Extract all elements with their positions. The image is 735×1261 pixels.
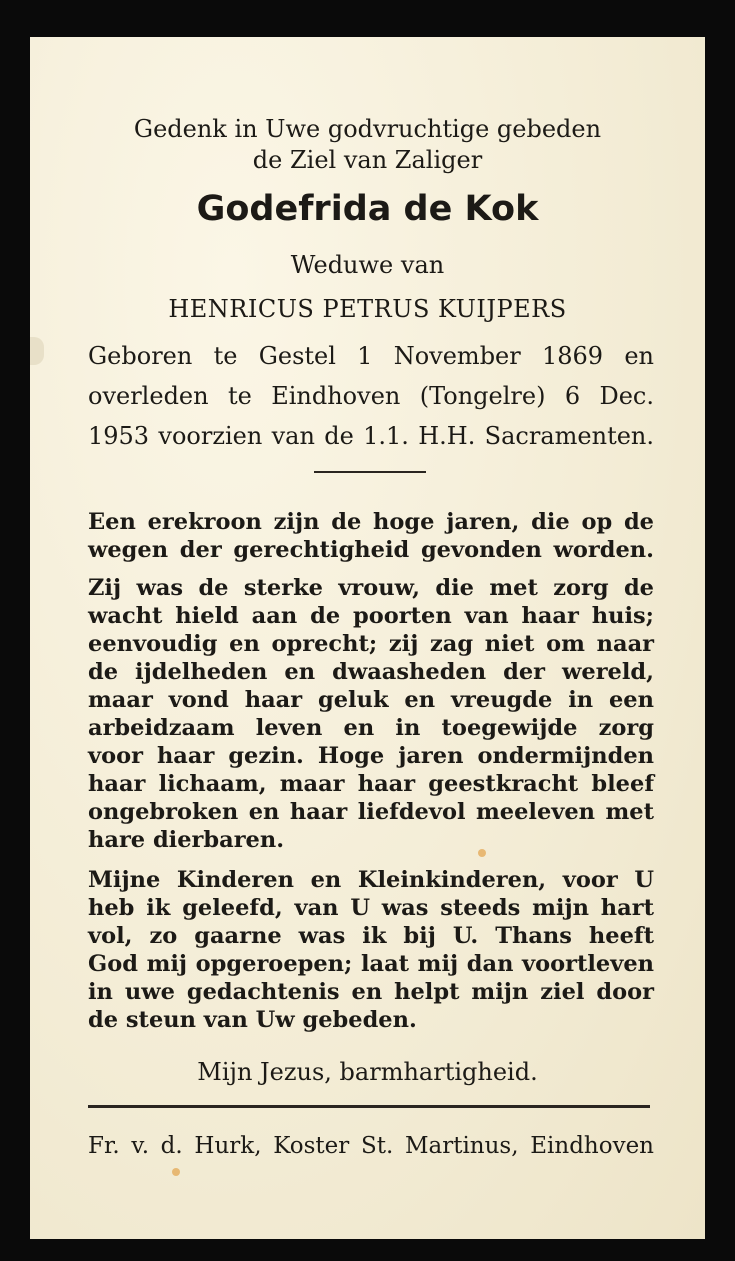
paper-stain xyxy=(478,849,486,857)
tribute-line: Zij was de sterke vrouw, die met zorg de xyxy=(88,575,654,601)
verse-line: Een erekroon zijn de hoge jaren, die op de xyxy=(88,509,654,535)
header-line-1: Gedenk in Uwe godvruchtige gebeden xyxy=(133,115,602,143)
prayer-line: Mijn Jezus, barmhartigheid. xyxy=(197,1058,538,1086)
memorial-card xyxy=(30,37,705,1239)
husband-name: HENRICUS PETRUS KUIJPERS xyxy=(168,295,567,323)
tribute-line: haar lichaam, maar haar geestkracht bleef xyxy=(88,771,654,797)
farewell-line: God mij opgeroepen; laat mij dan voortleven xyxy=(88,951,654,977)
short-divider xyxy=(314,471,426,473)
tribute-line: de ijdelheden en dwaasheden der wereld, xyxy=(88,659,654,685)
widow-of-label: Weduwe van xyxy=(290,251,445,279)
printer-line: Fr. v. d. Hurk, Koster St. Martinus, Eindhoven xyxy=(88,1133,654,1159)
tribute-line: hare dierbaren. xyxy=(88,827,285,853)
farewell-line: in uwe gedachtenis en helpt mijn ziel door xyxy=(88,979,654,1005)
farewell-line: de steun van Uw gebeden. xyxy=(88,1007,417,1033)
long-divider xyxy=(88,1105,650,1108)
tribute-line: eenvoudig en oprecht; zij zag niet om naar xyxy=(88,631,654,657)
tribute-line: wacht hield aan de poorten van haar huis; xyxy=(88,603,654,629)
farewell-line: heb ik geleefd, van U was steeds mijn hart xyxy=(88,895,654,921)
header-line-2: de Ziel van Zaliger xyxy=(252,146,483,174)
birth-line-2: overleden te Eindhoven (Tongelre) 6 Dec. xyxy=(88,382,654,410)
tribute-line: maar vond haar geluk en vreugde in een xyxy=(88,687,654,713)
deceased-name: Godefrida de Kok xyxy=(196,189,539,229)
card-edge-mark xyxy=(30,337,44,365)
tribute-line: ongebroken en haar liefdevol meeleven met xyxy=(88,799,654,825)
farewell-line: Mijne Kinderen en Kleinkinderen, voor U xyxy=(88,867,654,893)
verse-line: wegen der gerechtigheid gevonden worden. xyxy=(88,537,654,563)
birth-line-1: Geboren te Gestel 1 November 1869 en xyxy=(88,342,654,370)
tribute-line: arbeidzaam leven en in toegewijde zorg xyxy=(88,715,654,741)
paper-stain xyxy=(172,1168,180,1176)
tribute-line: voor haar gezin. Hoge jaren ondermijnden xyxy=(88,743,654,769)
birth-line-3: 1953 voorzien van de 1.1. H.H. Sacramenten. xyxy=(88,422,654,450)
farewell-line: vol, zo gaarne was ik bij U. Thans heeft xyxy=(88,923,654,949)
